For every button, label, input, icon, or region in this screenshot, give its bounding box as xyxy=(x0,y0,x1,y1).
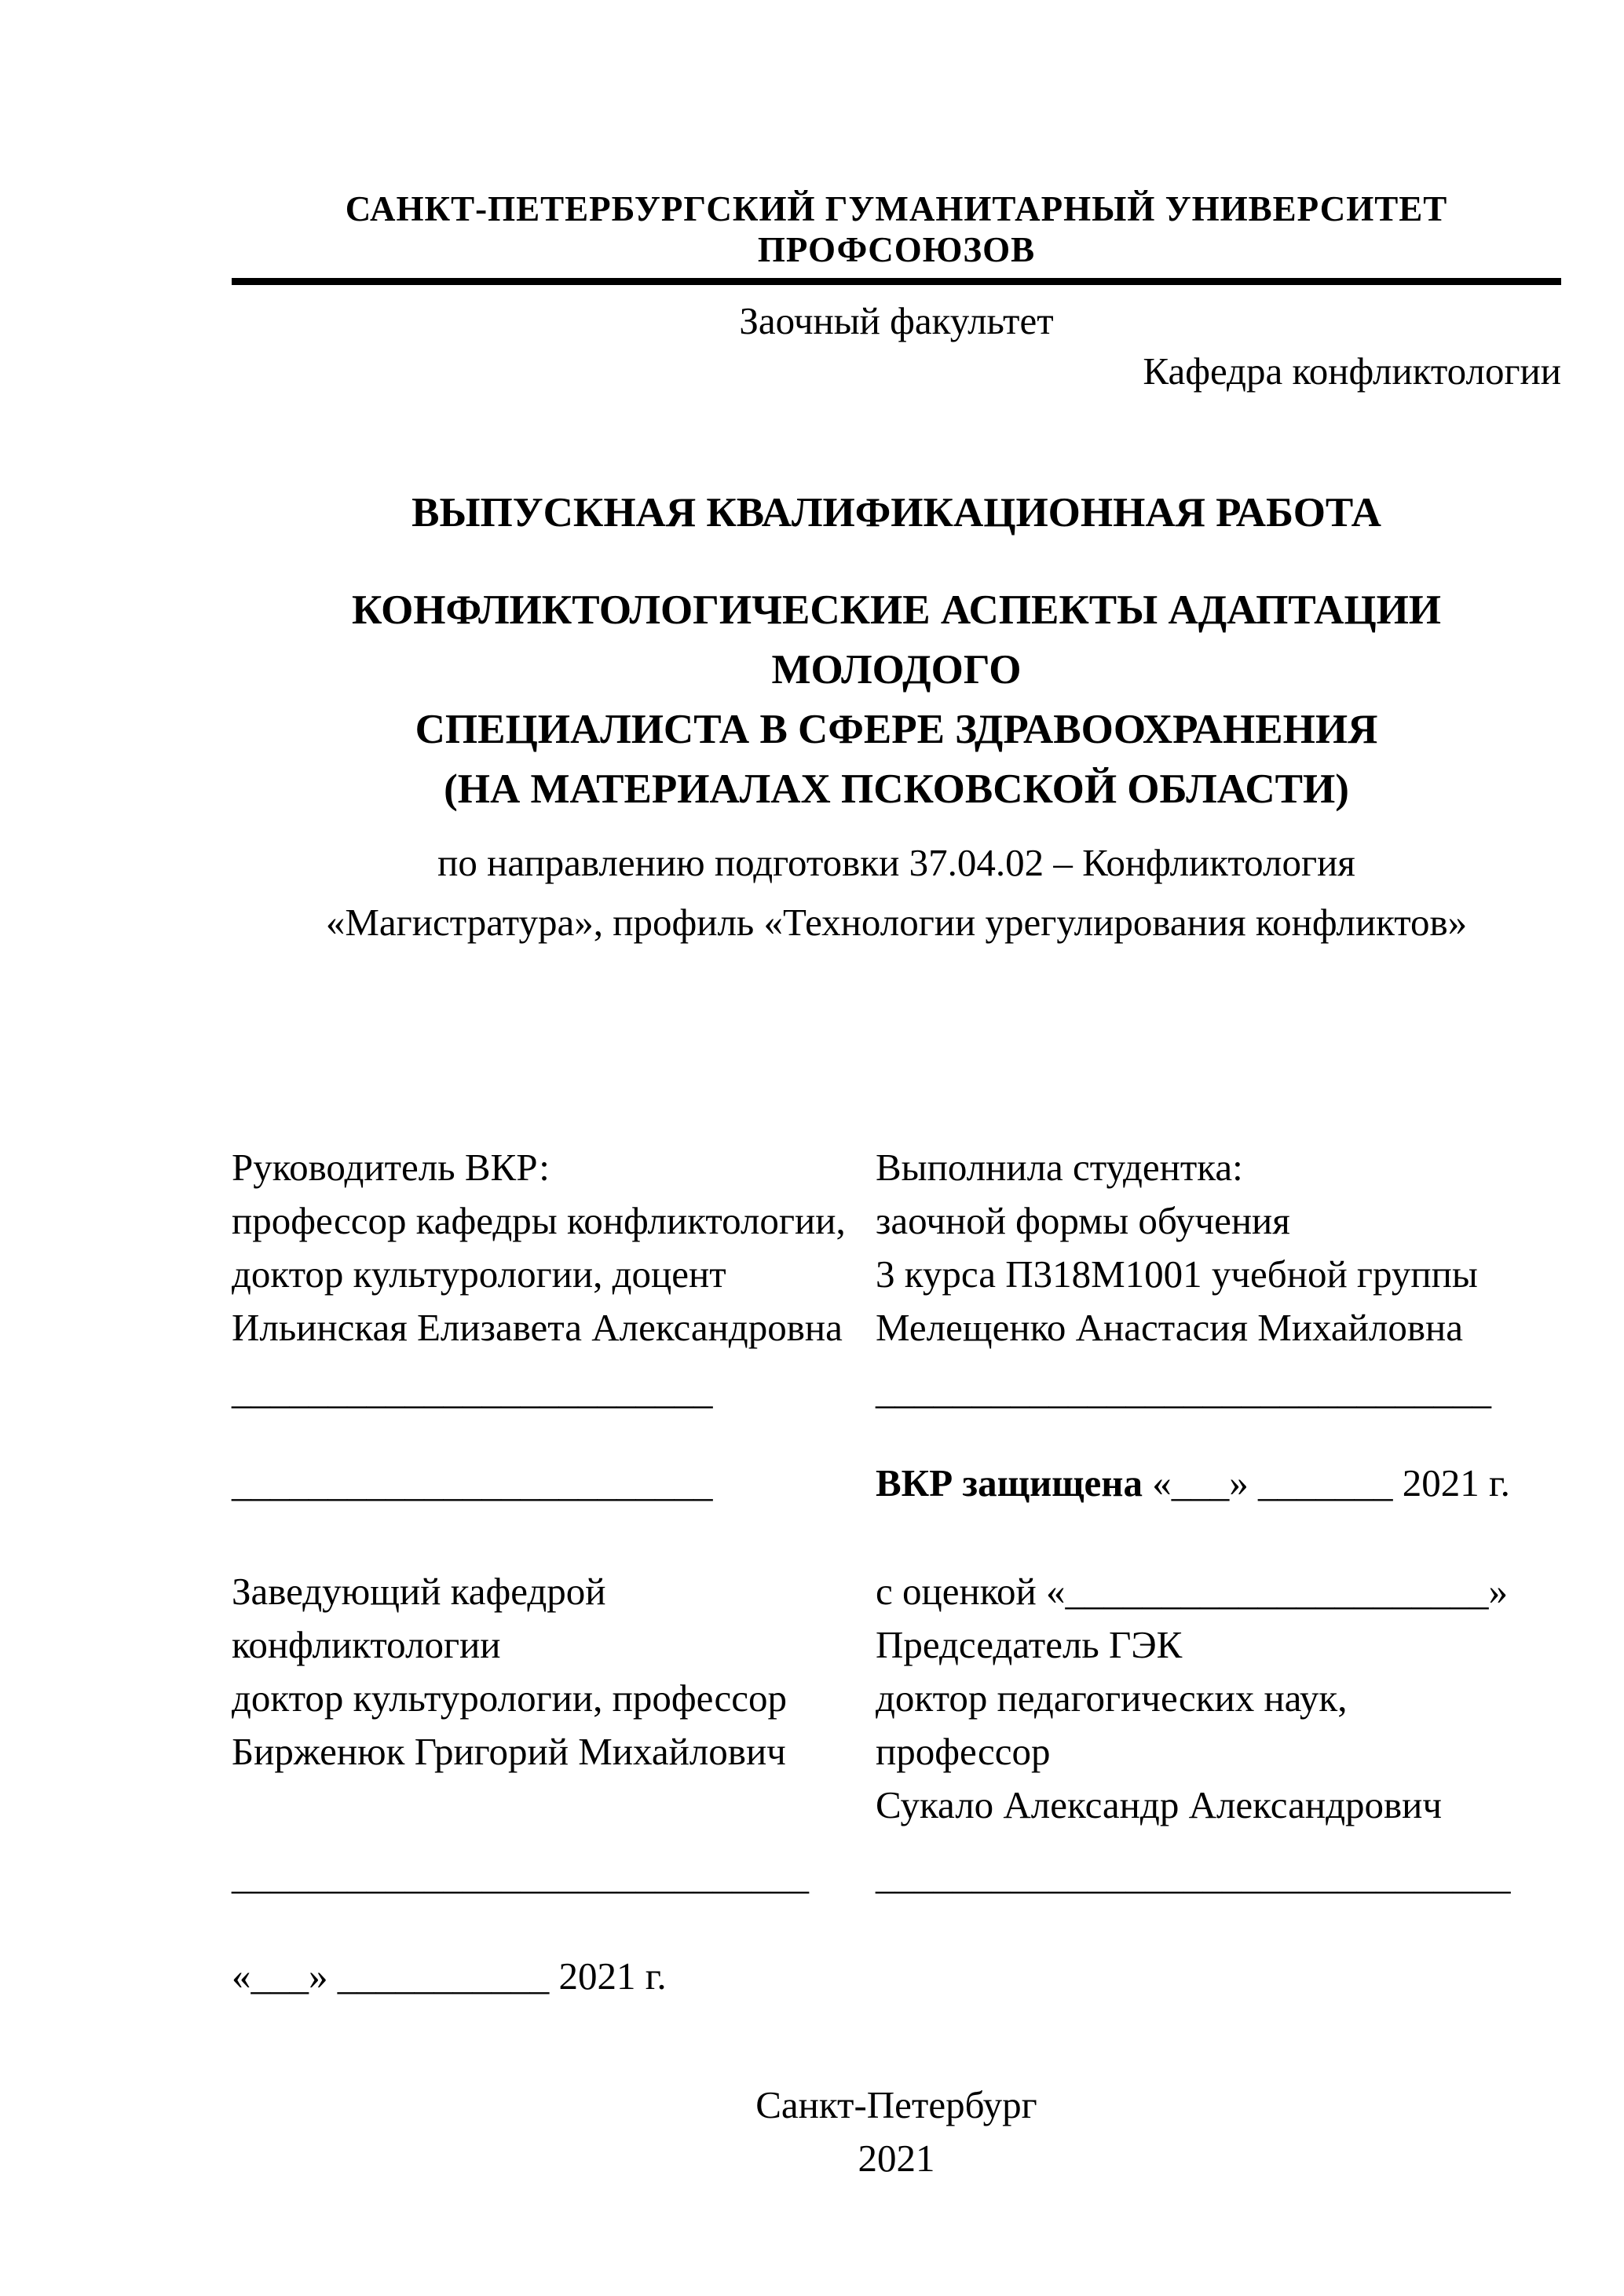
student-name: Мелещенко Анастасия Михайловна xyxy=(876,1306,1463,1349)
thesis-title xyxy=(232,580,1561,819)
student-group: 3 курса П318М1001 учебной группы xyxy=(876,1252,1478,1296)
head-degree: доктор культурологии, профессор xyxy=(232,1676,788,1720)
footer xyxy=(232,2078,1561,2185)
supervisor-role: Руководитель ВКР: xyxy=(232,1146,550,1189)
head-role-line-2: конфликтологии xyxy=(232,1623,501,1666)
university-name: САНКТ-ПЕТЕРБУРГСКИЙ ГУМАНИТАРНЫЙ УНИВЕРСИТЕТ ПРОФСОЮЗОВ xyxy=(232,188,1561,285)
thesis-title-line-3: (НА МАТЕРИАЛАХ ПСКОВСКОЙ ОБЛАСТИ) xyxy=(444,766,1349,812)
program-profile: «Магистратура», профиль «Технологии урегулирования конфликтов» xyxy=(325,901,1468,944)
faculty-name: Заочный факультет xyxy=(739,299,1054,342)
program-direction: по направлению подготовки 37.04.02 – Конфликтология xyxy=(437,841,1355,884)
chair-position: профессор xyxy=(876,1730,1051,1773)
chair-signature-line: _________________________________ xyxy=(876,1854,1511,1897)
program-info xyxy=(232,833,1561,952)
chair-degree: доктор педагогических наук, xyxy=(876,1676,1348,1720)
work-type-heading: ВЫПУСКНАЯ КВАЛИФИКАЦИОННАЯ РАБОТА xyxy=(411,490,1381,536)
head-signature-line: ______________________________ xyxy=(232,1854,809,1897)
supervisor-block xyxy=(232,1141,876,1355)
supervisor-name: Ильинская Елизавета Александровна xyxy=(232,1306,843,1349)
head-name: Бирженюк Григорий Михайлович xyxy=(232,1730,786,1773)
signature-row-1 xyxy=(232,1364,1561,1417)
head-date-blank: «___» ___________ 2021 г. xyxy=(232,1954,667,1998)
city-name: Санкт-Петербург xyxy=(755,2083,1037,2126)
student-signature-line: ________________________________ xyxy=(876,1369,1491,1412)
department-name: Кафедра конфликтологии xyxy=(1143,349,1561,393)
head-role-line-1: Заведующий кафедрой xyxy=(232,1570,606,1613)
supervisor-position: профессор кафедры конфликтологии, xyxy=(232,1199,846,1242)
committee-block xyxy=(876,1565,1561,1832)
supervisor-signature-line-1: _________________________ xyxy=(232,1369,713,1412)
officials-row xyxy=(232,1565,1561,1832)
signature-row-2 xyxy=(232,1457,1561,1510)
defense-date-line xyxy=(876,1457,1561,1510)
people-row xyxy=(232,1141,1561,1355)
student-study-form: заочной формы обучения xyxy=(876,1199,1290,1242)
student-role: Выполнила студентка: xyxy=(876,1146,1243,1189)
defense-date-blank: «___» _______ 2021 г. xyxy=(1143,1461,1510,1504)
chair-name: Сукало Александр Александрович xyxy=(876,1783,1443,1826)
thesis-title-line-2: СПЕЦИАЛИСТА В СФЕРЕ ЗДРАВООХРАНЕНИЯ xyxy=(415,707,1378,752)
supervisor-signature-line-2: _________________________ xyxy=(232,1461,713,1504)
head-of-department-block xyxy=(232,1565,876,1832)
defense-label: ВКР защищена xyxy=(876,1461,1143,1504)
grade-blank-line: с оценкой «______________________» xyxy=(876,1570,1508,1613)
year: 2021 xyxy=(858,2137,935,2180)
signature-row-3 xyxy=(232,1849,1561,1903)
chair-role: Председатель ГЭК xyxy=(876,1623,1183,1666)
supervisor-degree: доктор культурологии, доцент xyxy=(232,1252,726,1296)
thesis-title-line-1: КОНФЛИКТОЛОГИЧЕСКИЕ АСПЕКТЫ АДАПТАЦИИ МОЛОДОГО xyxy=(351,587,1442,693)
student-block xyxy=(876,1141,1561,1355)
date-row xyxy=(232,1950,1561,2003)
